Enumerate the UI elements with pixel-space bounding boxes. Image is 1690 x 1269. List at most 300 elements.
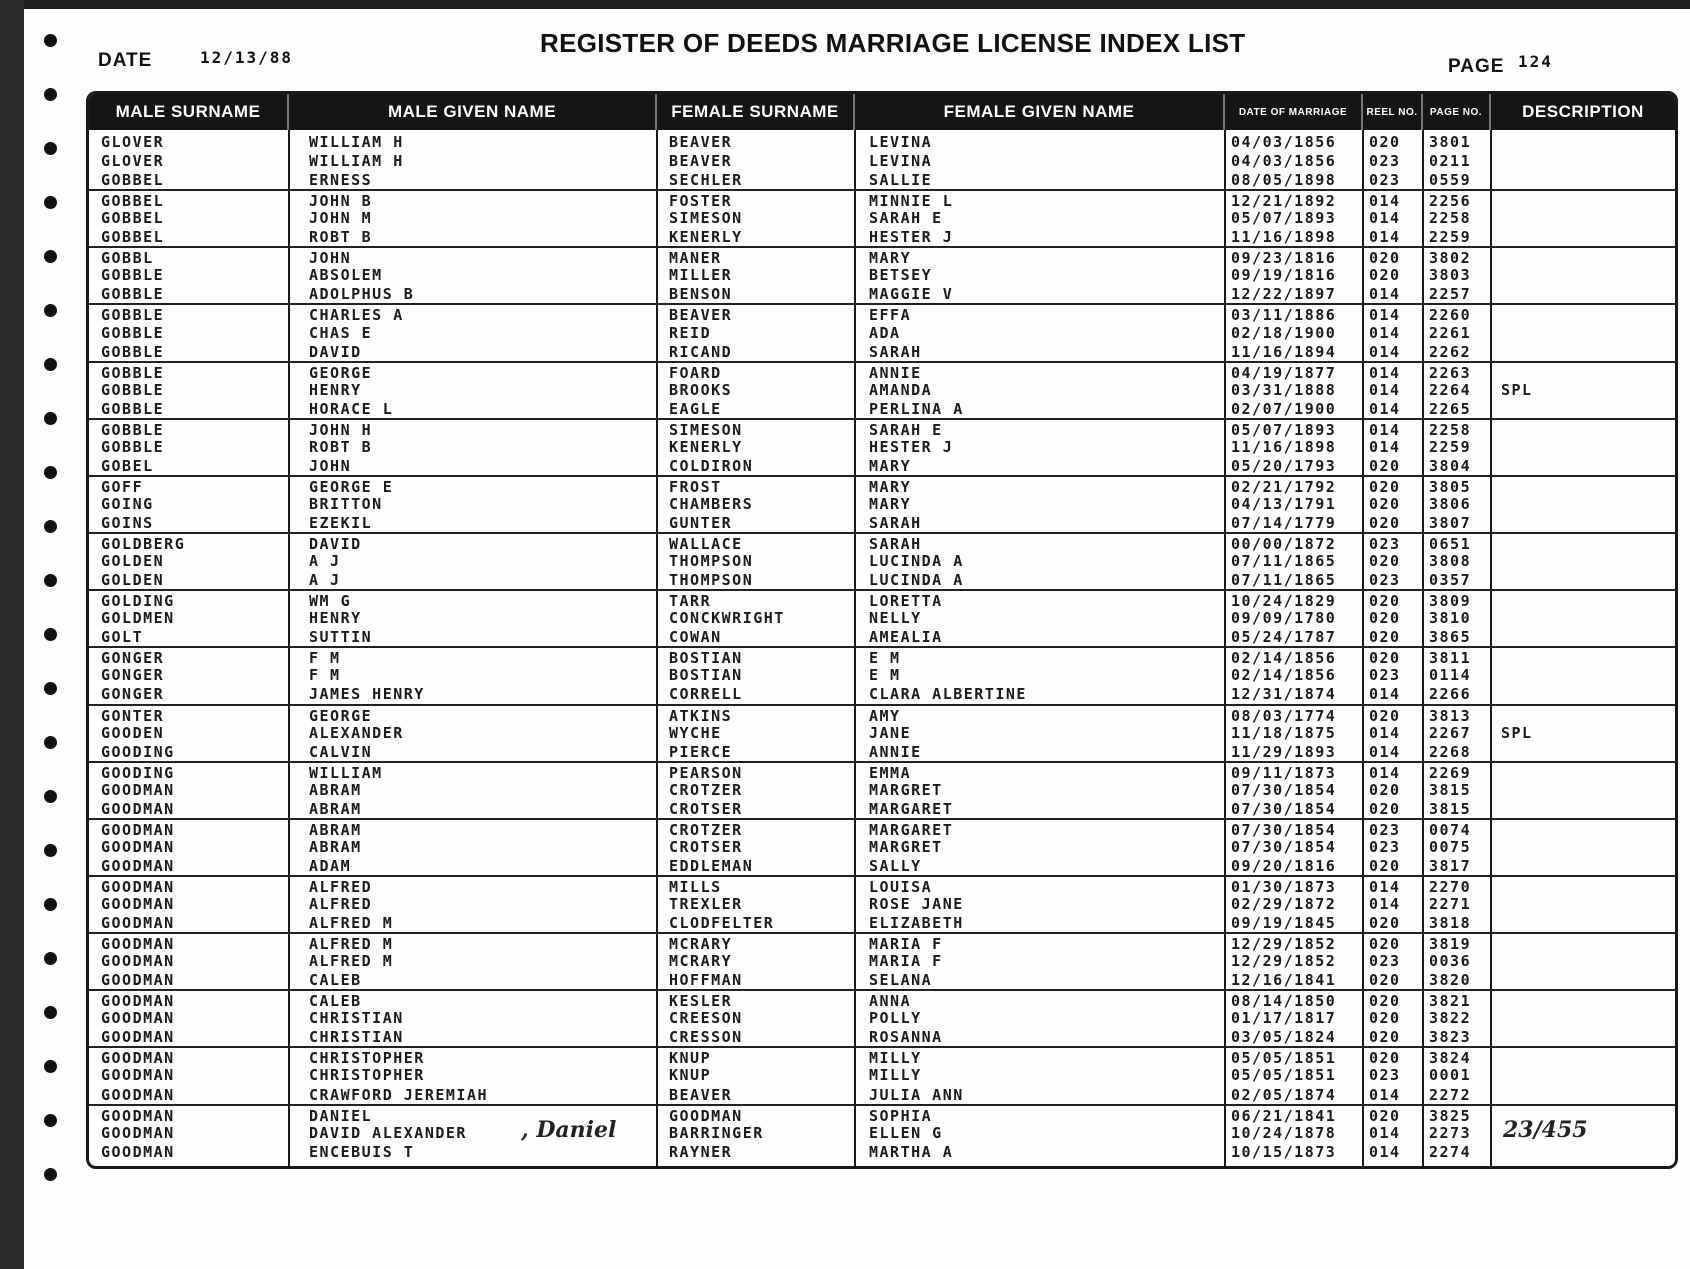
page-number-cell: 2260 [1429, 306, 1472, 325]
female-given-name-cell: MARGARET [869, 820, 954, 839]
female-given-name-cell: SARAH [869, 342, 922, 361]
page-number-cell: 3809 [1429, 592, 1472, 611]
male-surname-cell: GOODMAN [101, 780, 175, 799]
reel-number-cell: 014 [1369, 877, 1401, 896]
table-row [89, 780, 1675, 799]
punch-hole [44, 34, 57, 47]
punch-hole [44, 682, 57, 695]
reel-number-cell: 020 [1369, 514, 1401, 532]
marriage-date-cell: 02/29/1872 [1231, 895, 1337, 913]
marriage-date-cell: 07/30/1854 [1231, 799, 1337, 818]
page-number-cell: 2258 [1429, 420, 1472, 439]
reel-number-cell: 020 [1369, 935, 1401, 954]
male-given-name-cell: GEORGE [309, 363, 373, 382]
male-given-name-cell: A J [309, 571, 341, 590]
male-given-name-cell: BRITTON [309, 494, 383, 513]
male-surname-cell: GOLDING [101, 592, 175, 611]
page-number-cell: 3819 [1429, 935, 1472, 954]
marriage-date-cell: 12/29/1852 [1231, 952, 1337, 971]
reel-number-cell: 020 [1369, 477, 1401, 496]
reel-number-cell: 014 [1369, 323, 1401, 342]
reel-number-cell: 023 [1369, 952, 1401, 971]
female-given-name-cell: SALLY [869, 856, 922, 875]
punch-hole [44, 1006, 57, 1019]
col-header-female-surname: FEMALE SURNAME [657, 94, 855, 130]
male-given-name-cell: ABRAM [309, 820, 362, 839]
male-surname-cell: GOODMAN [101, 837, 175, 856]
male-surname-cell: GOBBLE [101, 342, 165, 361]
male-surname-cell: GOODMAN [101, 820, 175, 839]
female-surname-cell: EAGLE [669, 399, 722, 418]
punch-hole [44, 358, 57, 371]
marriage-date-cell: 09/19/1845 [1231, 914, 1337, 933]
male-given-name-cell: HORACE L [309, 399, 394, 418]
table-row [89, 456, 1675, 475]
marriage-date-cell: 08/03/1774 [1231, 706, 1337, 725]
female-given-name-cell: LEVINA [869, 152, 933, 171]
reel-number-cell: 020 [1369, 266, 1401, 285]
female-surname-cell: CORRELL [669, 685, 743, 704]
female-given-name-cell: SARAH E [869, 420, 943, 439]
punch-hole [44, 844, 57, 857]
marriage-date-cell: 05/07/1893 [1231, 209, 1337, 228]
female-surname-cell: THOMPSON [669, 571, 754, 590]
female-surname-cell: CHAMBERS [669, 494, 754, 513]
reel-number-cell: 014 [1369, 399, 1401, 418]
table-row [89, 323, 1675, 342]
handwritten-description-note: 23/455 [1503, 1117, 1588, 1143]
female-given-name-cell: SELANA [869, 971, 933, 990]
female-given-name-cell: ADA [869, 323, 901, 342]
page-number-cell: 3808 [1429, 552, 1472, 571]
male-surname-cell: GOBBEL [101, 171, 165, 190]
male-given-name-cell: JOHN H [309, 420, 373, 439]
description-cell: SPL [1501, 380, 1533, 399]
reel-number-cell: 020 [1369, 456, 1401, 475]
marriage-date-cell: 04/19/1877 [1231, 363, 1337, 382]
page-number-cell: 3802 [1429, 249, 1472, 268]
female-surname-cell: BEAVER [669, 1085, 733, 1104]
page-number-cell: 2261 [1429, 323, 1472, 342]
reel-number-cell: 014 [1369, 285, 1401, 304]
female-given-name-cell: AMEALIA [869, 628, 943, 647]
female-surname-cell: FROST [669, 477, 722, 496]
page-number-cell: 3823 [1429, 1028, 1472, 1047]
table-row [89, 361, 1675, 382]
page-number-cell: 2272 [1429, 1085, 1472, 1104]
male-surname-cell: GOODMAN [101, 1142, 175, 1161]
male-given-name-cell: ABRAM [309, 837, 362, 856]
page-number-cell: 0357 [1429, 571, 1472, 590]
table-row [89, 608, 1675, 627]
page-number-cell: 3804 [1429, 456, 1472, 475]
female-surname-cell: RICAND [669, 342, 733, 361]
female-given-name-cell: MARY [869, 477, 912, 496]
female-surname-cell: CROTZER [669, 820, 743, 839]
reel-number-cell: 020 [1369, 249, 1401, 268]
female-given-name-cell: HESTER J [869, 437, 954, 456]
handwritten-given-name-note: , Daniel [521, 1117, 617, 1143]
female-given-name-cell: E M [869, 649, 901, 668]
male-given-name-cell: ALFRED [309, 877, 373, 896]
reel-number-cell: 023 [1369, 571, 1401, 590]
female-surname-cell: KENERLY [669, 437, 743, 456]
table-row [89, 1027, 1675, 1046]
female-surname-cell: TREXLER [669, 895, 743, 913]
female-surname-cell: CRESSON [669, 1028, 743, 1047]
female-given-name-cell: CLARA ALBERTINE [869, 685, 1027, 704]
female-given-name-cell: LUCINDA A [869, 552, 964, 571]
female-surname-cell: BARRINGER [669, 1123, 764, 1142]
page-number-cell: 3811 [1429, 649, 1472, 668]
male-surname-cell: GOODMAN [101, 877, 175, 896]
reel-number-cell: 014 [1369, 437, 1401, 456]
col-header-description: DESCRIPTION [1522, 102, 1644, 121]
female-given-name-cell: SALLIE [869, 171, 933, 190]
punch-hole [44, 1168, 57, 1181]
marriage-date-cell: 04/13/1791 [1231, 494, 1337, 513]
date-value: 12/13/88 [200, 48, 294, 67]
male-given-name-cell: CHRISTIAN [309, 1009, 404, 1028]
female-given-name-cell: ROSE JANE [869, 895, 964, 913]
marriage-date-cell: 03/31/1888 [1231, 380, 1337, 399]
table-row [89, 208, 1675, 227]
reel-number-cell: 020 [1369, 1028, 1401, 1047]
table-row [89, 342, 1675, 361]
male-given-name-cell: DAVID [309, 342, 362, 361]
reel-number-cell: 014 [1369, 763, 1401, 782]
female-given-name-cell: ANNIE [869, 742, 922, 761]
page-number-cell: 2256 [1429, 192, 1472, 211]
marriage-date-cell: 10/24/1878 [1231, 1123, 1337, 1142]
female-surname-cell: COWAN [669, 628, 722, 647]
male-surname-cell: GOBBEL [101, 228, 165, 247]
male-surname-cell: GOBBLE [101, 323, 165, 342]
reel-number-cell: 020 [1369, 592, 1401, 611]
reel-number-cell: 023 [1369, 171, 1401, 190]
reel-number-cell: 014 [1369, 192, 1401, 211]
female-surname-cell: CROTSER [669, 799, 743, 818]
table-row [89, 684, 1675, 703]
reel-number-cell: 020 [1369, 799, 1401, 818]
table-row [89, 1085, 1675, 1104]
table-row [89, 856, 1675, 875]
male-surname-cell: GOBBLE [101, 420, 165, 439]
marriage-date-cell: 11/18/1875 [1231, 723, 1337, 742]
female-surname-cell: SIMESON [669, 209, 743, 228]
table-row [89, 151, 1675, 170]
marriage-index-table [86, 91, 1678, 1169]
female-given-name-cell: SARAH E [869, 209, 943, 228]
male-surname-cell: GOODMAN [101, 1009, 175, 1028]
marriage-date-cell: 03/11/1886 [1231, 306, 1337, 325]
male-surname-cell: GOODMAN [101, 952, 175, 971]
table-header [89, 94, 1675, 130]
marriage-date-cell: 11/29/1893 [1231, 742, 1337, 761]
male-given-name-cell: ALFRED M [309, 952, 394, 971]
page-number-cell: 2269 [1429, 763, 1472, 782]
table-row [89, 646, 1675, 667]
male-given-name-cell: ENCEBUIS T [309, 1142, 415, 1161]
male-given-name-cell: SUTTIN [309, 628, 373, 647]
male-surname-cell: GOBBLE [101, 399, 165, 418]
marriage-date-cell: 12/16/1841 [1231, 971, 1337, 990]
reel-number-cell: 020 [1369, 552, 1401, 571]
col-header-date-of-marriage: DATE OF MARRIAGE [1225, 94, 1363, 130]
page-number-cell: 3806 [1429, 494, 1472, 513]
female-surname-cell: BOSTIAN [669, 649, 743, 668]
marriage-date-cell: 01/30/1873 [1231, 877, 1337, 896]
table-row [89, 1123, 1675, 1142]
punch-hole [44, 898, 57, 911]
table-row [89, 189, 1675, 210]
male-given-name-cell: CRAWFORD JEREMIAH [309, 1085, 489, 1104]
table-row [89, 1142, 1675, 1161]
page-number-cell: 3815 [1429, 799, 1472, 818]
reel-number-cell: 014 [1369, 723, 1401, 742]
female-given-name-cell: MARGRET [869, 780, 943, 799]
male-given-name-cell: WILLIAM H [309, 133, 404, 151]
page-number-cell: 3817 [1429, 856, 1472, 875]
page-number-cell: 2267 [1429, 723, 1472, 742]
male-surname-cell: GONTER [101, 706, 165, 725]
punch-hole [44, 628, 57, 641]
punch-hole [44, 1114, 57, 1127]
male-surname-cell: GOBBEL [101, 192, 165, 211]
male-surname-cell: GOODMAN [101, 1066, 175, 1085]
page-number-cell: 0559 [1429, 171, 1472, 190]
reel-number-cell: 020 [1369, 706, 1401, 725]
page-number-cell: 0001 [1429, 1066, 1472, 1085]
page-number: 124 [1518, 52, 1553, 71]
male-surname-cell: GOBBEL [101, 209, 165, 228]
male-surname-cell: GLOVER [101, 152, 165, 171]
reel-number-cell: 023 [1369, 535, 1401, 554]
male-given-name-cell: ALFRED M [309, 935, 394, 954]
page-number-cell: 3820 [1429, 971, 1472, 990]
page-number-cell: 2262 [1429, 342, 1472, 361]
page-number-cell: 3818 [1429, 914, 1472, 933]
table-row [89, 246, 1675, 267]
male-surname-cell: GOODMAN [101, 971, 175, 990]
female-given-name-cell: SARAH [869, 535, 922, 554]
table-row [89, 399, 1675, 418]
marriage-date-cell: 09/19/1816 [1231, 266, 1337, 285]
page-number-cell: 2257 [1429, 285, 1472, 304]
male-surname-cell: GOODMAN [101, 914, 175, 933]
page-number-cell: 3821 [1429, 992, 1472, 1011]
marriage-date-cell: 02/14/1856 [1231, 649, 1337, 668]
male-surname-cell: GOODEN [101, 723, 165, 742]
table-row [89, 761, 1675, 782]
page-number-cell: 0651 [1429, 535, 1472, 554]
page-number-cell: 3805 [1429, 477, 1472, 496]
male-surname-cell: GONGER [101, 685, 165, 704]
male-given-name-cell: GEORGE E [309, 477, 394, 496]
male-given-name-cell: WM G [309, 592, 352, 611]
punch-hole [44, 142, 57, 155]
reel-number-cell: 014 [1369, 1123, 1401, 1142]
scan-top-edge [0, 0, 1690, 9]
marriage-date-cell: 05/20/1793 [1231, 456, 1337, 475]
marriage-date-cell: 07/30/1854 [1231, 837, 1337, 856]
table-row [89, 932, 1675, 953]
table-row [89, 284, 1675, 303]
male-given-name-cell: DAVID ALEXANDER [309, 1123, 467, 1142]
marriage-date-cell: 08/05/1898 [1231, 171, 1337, 190]
reel-number-cell: 020 [1369, 1009, 1401, 1028]
reel-number-cell: 023 [1369, 837, 1401, 856]
female-surname-cell: BEAVER [669, 152, 733, 171]
marriage-date-cell: 12/29/1852 [1231, 935, 1337, 954]
female-surname-cell: SIMESON [669, 420, 743, 439]
table-row [89, 494, 1675, 513]
female-surname-cell: CROTSER [669, 837, 743, 856]
table-row [89, 894, 1675, 913]
male-given-name-cell: ADAM [309, 856, 352, 875]
male-surname-cell: GOBBLE [101, 380, 165, 399]
male-given-name-cell: ABRAM [309, 780, 362, 799]
reel-number-cell: 014 [1369, 209, 1401, 228]
male-surname-cell: GOLDEN [101, 552, 165, 571]
female-given-name-cell: ANNIE [869, 363, 922, 382]
marriage-date-cell: 02/18/1900 [1231, 323, 1337, 342]
female-given-name-cell: LEVINA [869, 133, 933, 151]
male-surname-cell: GOODMAN [101, 799, 175, 818]
male-given-name-cell: JOHN B [309, 192, 373, 211]
female-surname-cell: BENSON [669, 285, 733, 304]
female-surname-cell: PIERCE [669, 742, 733, 761]
male-surname-cell: GOBBLE [101, 266, 165, 285]
reel-number-cell: 020 [1369, 1106, 1401, 1125]
male-given-name-cell: JOHN [309, 249, 352, 268]
female-given-name-cell: POLLY [869, 1009, 922, 1028]
col-header-reel-no: REEL NO. [1363, 94, 1423, 130]
page-number-cell: 0074 [1429, 820, 1472, 839]
table-row [89, 1046, 1675, 1067]
reel-number-cell: 020 [1369, 1049, 1401, 1068]
page-number-cell: 3810 [1429, 609, 1472, 628]
marriage-date-cell: 07/11/1865 [1231, 552, 1337, 571]
page-number-cell: 2263 [1429, 363, 1472, 382]
female-given-name-cell: MARY [869, 456, 912, 475]
female-surname-cell: GUNTER [669, 514, 733, 532]
male-surname-cell: GLOVER [101, 133, 165, 151]
table-row [89, 723, 1675, 742]
female-surname-cell: CREESON [669, 1009, 743, 1028]
male-given-name-cell: ROBT B [309, 228, 373, 247]
reel-number-cell: 023 [1369, 1066, 1401, 1085]
female-surname-cell: FOSTER [669, 192, 733, 211]
male-given-name-cell: CHRISTIAN [309, 1028, 404, 1047]
scan-left-edge [0, 0, 24, 1269]
female-given-name-cell: SARAH [869, 514, 922, 532]
female-given-name-cell: ROSANNA [869, 1028, 943, 1047]
marriage-date-cell: 02/05/1874 [1231, 1085, 1337, 1104]
marriage-date-cell: 00/00/1872 [1231, 535, 1337, 554]
reel-number-cell: 020 [1369, 914, 1401, 933]
male-given-name-cell: ADOLPHUS B [309, 285, 415, 304]
male-given-name-cell: HENRY [309, 380, 362, 399]
marriage-date-cell: 05/24/1787 [1231, 628, 1337, 647]
female-surname-cell: TARR [669, 592, 712, 611]
male-given-name-cell: EZEKIL [309, 514, 373, 532]
female-given-name-cell: LOUISA [869, 877, 933, 896]
female-surname-cell: BOSTIAN [669, 666, 743, 685]
female-surname-cell: GOODMAN [669, 1106, 743, 1125]
male-given-name-cell: DANIEL [309, 1106, 373, 1125]
marriage-date-cell: 11/16/1898 [1231, 228, 1337, 247]
female-surname-cell: FOARD [669, 363, 722, 382]
page-number-cell: 3822 [1429, 1009, 1472, 1028]
page-number-cell: 2270 [1429, 877, 1472, 896]
female-given-name-cell: NELLY [869, 609, 922, 628]
female-surname-cell: KENERLY [669, 228, 743, 247]
female-given-name-cell: EMMA [869, 763, 912, 782]
marriage-date-cell: 12/31/1874 [1231, 685, 1337, 704]
marriage-date-cell: 10/24/1829 [1231, 592, 1337, 611]
marriage-date-cell: 11/16/1894 [1231, 342, 1337, 361]
male-surname-cell: GOLDMEN [101, 609, 175, 628]
page-number-cell: 3865 [1429, 628, 1472, 647]
female-surname-cell: REID [669, 323, 712, 342]
female-given-name-cell: MINNIE L [869, 192, 954, 211]
table-row [89, 970, 1675, 989]
page-number-cell: 3825 [1429, 1106, 1472, 1125]
female-surname-cell: PEARSON [669, 763, 743, 782]
table-row [89, 303, 1675, 324]
male-given-name-cell: WILLIAM H [309, 152, 404, 171]
table-row [89, 532, 1675, 553]
female-surname-cell: MILLS [669, 877, 722, 896]
male-given-name-cell: CHAS E [309, 323, 373, 342]
table-row [89, 837, 1675, 856]
male-surname-cell: GOFF [101, 477, 144, 496]
marriage-date-cell: 05/07/1893 [1231, 420, 1337, 439]
female-given-name-cell: ANNA [869, 992, 912, 1011]
female-given-name-cell: MILLY [869, 1049, 922, 1068]
table-row [89, 665, 1675, 684]
male-surname-cell: GOODMAN [101, 1123, 175, 1142]
male-given-name-cell: CHRISTOPHER [309, 1049, 425, 1068]
female-surname-cell: THOMPSON [669, 552, 754, 571]
marriage-date-cell: 07/30/1854 [1231, 820, 1337, 839]
reel-number-cell: 023 [1369, 666, 1401, 685]
marriage-date-cell: 08/14/1850 [1231, 992, 1337, 1011]
page-number-cell: 2265 [1429, 399, 1472, 418]
female-given-name-cell: MARGRET [869, 837, 943, 856]
reel-number-cell: 014 [1369, 342, 1401, 361]
punch-hole [44, 250, 57, 263]
female-given-name-cell: JULIA ANN [869, 1085, 964, 1104]
reel-number-cell: 023 [1369, 820, 1401, 839]
table-row [89, 875, 1675, 896]
marriage-date-cell: 11/16/1898 [1231, 437, 1337, 456]
page-number-cell: 2259 [1429, 228, 1472, 247]
female-surname-cell: CLODFELTER [669, 914, 775, 933]
male-given-name-cell: GEORGE [309, 706, 373, 725]
table-row [89, 704, 1675, 725]
male-surname-cell: GOODMAN [101, 895, 175, 913]
page-number-cell: 2258 [1429, 209, 1472, 228]
page-number-cell: 2259 [1429, 437, 1472, 456]
reel-number-cell: 020 [1369, 133, 1401, 151]
reel-number-cell: 014 [1369, 685, 1401, 704]
male-given-name-cell: ALEXANDER [309, 723, 404, 742]
marriage-date-cell: 07/11/1865 [1231, 571, 1337, 590]
col-header-male-given-name: MALE GIVEN NAME [289, 94, 657, 130]
female-given-name-cell: JANE [869, 723, 912, 742]
